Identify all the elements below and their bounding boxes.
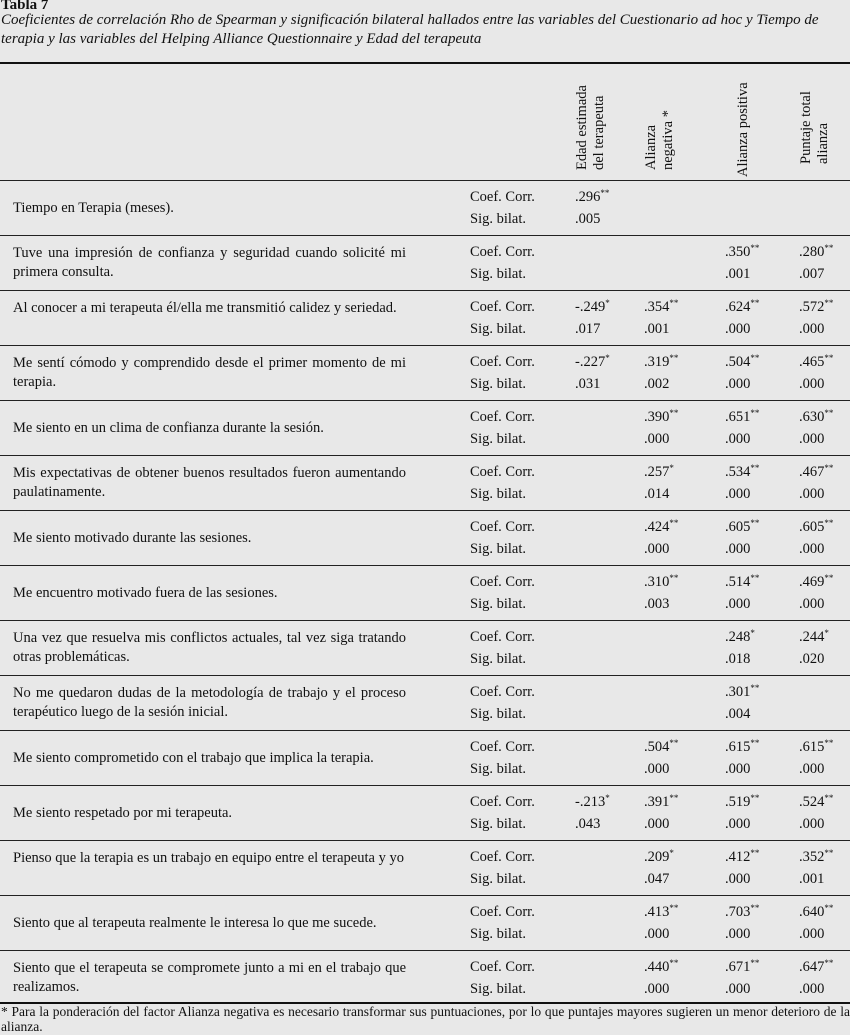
coef-label: Coef. Corr. <box>470 299 535 315</box>
sig-value: .000 <box>799 486 825 502</box>
significance-marker: ** <box>750 243 760 253</box>
coef-label: Coef. Corr. <box>470 739 535 755</box>
sig-value: .031 <box>575 376 601 392</box>
sig-value: .047 <box>644 871 670 887</box>
sig-value: .000 <box>725 541 751 557</box>
sig-value: .000 <box>644 761 670 777</box>
row-item-text: Me siento respetado por mi terapeuta. <box>13 805 233 821</box>
coef-value: .519** <box>725 793 760 810</box>
row-item-text: Me siento motivado durante las sesiones. <box>13 530 252 546</box>
sig-value: .000 <box>799 926 825 942</box>
significance-marker: ** <box>669 298 679 308</box>
sig-value: .017 <box>575 321 601 337</box>
significance-marker: ** <box>750 353 760 363</box>
coef-value: .390** <box>644 408 679 425</box>
significance-marker: ** <box>669 353 679 363</box>
coef-value: .504** <box>644 738 679 755</box>
row-item-text: Tiempo en Terapia (meses). <box>13 200 174 216</box>
coef-value: .301** <box>725 683 760 700</box>
column-header <box>574 70 608 170</box>
row-item-text: Al conocer a mi terapeuta él/ella me transmitió calidez y seriedad. <box>13 300 397 316</box>
coef-value: .572** <box>799 298 834 315</box>
sig-value: .000 <box>725 871 751 887</box>
significance-marker: ** <box>750 958 760 968</box>
significance-marker: ** <box>750 463 760 473</box>
sig-value: .001 <box>725 266 751 282</box>
significance-marker: ** <box>669 573 679 583</box>
row-item-text: Mis expectativas de obtener buenos resultados fueron aumentando paulatinamente. <box>13 465 406 500</box>
coef-value: .248* <box>725 628 755 645</box>
coef-label: Coef. Corr. <box>470 904 535 920</box>
sig-value: .000 <box>799 431 825 447</box>
top-rule <box>0 62 850 64</box>
column-header-line: alianza <box>815 122 831 164</box>
sig-label: Sig. bilat. <box>470 266 526 282</box>
coef-value: .465** <box>799 353 834 370</box>
coef-value: .257* <box>644 463 674 480</box>
column-header <box>643 90 677 170</box>
coef-label: Coef. Corr. <box>470 574 535 590</box>
table-row <box>0 291 850 346</box>
row-item-text: Siento que el terapeuta se compromete junto a mi en el trabajo que realizamos. <box>13 960 406 995</box>
sig-label: Sig. bilat. <box>470 321 526 337</box>
sig-value: .000 <box>725 761 751 777</box>
coef-value: .640** <box>799 903 834 920</box>
significance-marker: * <box>824 628 829 638</box>
significance-marker: * <box>605 298 610 308</box>
column-header <box>798 84 832 164</box>
sig-value: .014 <box>644 486 670 502</box>
significance-marker: * <box>605 793 610 803</box>
significance-marker: ** <box>824 958 834 968</box>
coef-value: .624** <box>725 298 760 315</box>
significance-marker: ** <box>824 573 834 583</box>
significance-marker: ** <box>750 793 760 803</box>
significance-marker: ** <box>750 518 760 528</box>
sig-value: .000 <box>725 431 751 447</box>
sig-value: .020 <box>799 651 825 667</box>
coef-value: .504** <box>725 353 760 370</box>
table-row <box>0 566 850 621</box>
coef-value: -.249* <box>575 298 610 315</box>
coef-label: Coef. Corr. <box>470 794 535 810</box>
significance-marker: ** <box>669 903 679 913</box>
sig-label: Sig. bilat. <box>470 541 526 557</box>
sig-value: .000 <box>644 541 670 557</box>
column-header-line: negativa * <box>660 110 676 170</box>
coef-value: .350** <box>725 243 760 260</box>
coef-value: .651** <box>725 408 760 425</box>
significance-marker: ** <box>669 408 679 418</box>
sig-label: Sig. bilat. <box>470 761 526 777</box>
sig-value: .018 <box>725 651 751 667</box>
sig-value: .000 <box>725 486 751 502</box>
significance-marker: ** <box>824 793 834 803</box>
coef-value: .209* <box>644 848 674 865</box>
sig-value: .000 <box>725 981 751 997</box>
table-row <box>0 346 850 401</box>
coef-value: .703** <box>725 903 760 920</box>
coef-label: Coef. Corr. <box>470 519 535 535</box>
significance-marker: ** <box>824 903 834 913</box>
table-row <box>0 456 850 511</box>
table-row <box>0 181 850 236</box>
coef-value: .647** <box>799 958 834 975</box>
column-header-line: Alianza positiva <box>735 82 751 177</box>
sig-label: Sig. bilat. <box>470 926 526 942</box>
coef-value: .352** <box>799 848 834 865</box>
significance-marker: ** <box>750 683 760 693</box>
coef-value: .605** <box>725 518 760 535</box>
coef-value: .630** <box>799 408 834 425</box>
table-footnote: * Para la ponderación del factor Alianza negativa es necesario transformar sus puntuaciones, por lo que puntajes mayores sugieren un menor deterioro de la alianza. <box>1 1004 850 1034</box>
sig-value: .007 <box>799 266 825 282</box>
column-header <box>735 72 752 177</box>
sig-value: .000 <box>644 926 670 942</box>
coef-value: .413** <box>644 903 679 920</box>
row-item-text: Pienso que la terapia es un trabajo en equipo entre el terapeuta y yo <box>13 850 404 866</box>
sig-value: .002 <box>644 376 670 392</box>
sig-value: .000 <box>799 761 825 777</box>
significance-marker: ** <box>750 573 760 583</box>
coef-value: .280** <box>799 243 834 260</box>
coef-label: Coef. Corr. <box>470 629 535 645</box>
sig-label: Sig. bilat. <box>470 706 526 722</box>
significance-marker: * <box>750 628 755 638</box>
sig-value: .000 <box>644 981 670 997</box>
sig-value: .000 <box>644 816 670 832</box>
significance-marker: ** <box>750 903 760 913</box>
significance-marker: * <box>669 463 674 473</box>
sig-value: .005 <box>575 211 601 227</box>
significance-marker: ** <box>824 738 834 748</box>
table-row <box>0 236 850 291</box>
coef-label: Coef. Corr. <box>470 959 535 975</box>
sig-value: .000 <box>799 596 825 612</box>
table-row <box>0 621 850 676</box>
coef-label: Coef. Corr. <box>470 409 535 425</box>
coef-value: -.227* <box>575 353 610 370</box>
significance-marker: ** <box>824 353 834 363</box>
table-row <box>0 951 850 1006</box>
coef-label: Coef. Corr. <box>470 354 535 370</box>
sig-value: .000 <box>799 376 825 392</box>
sig-value: .000 <box>725 596 751 612</box>
sig-value: .000 <box>799 321 825 337</box>
significance-marker: ** <box>750 738 760 748</box>
coef-value: .615** <box>725 738 760 755</box>
coef-label: Coef. Corr. <box>470 244 535 260</box>
significance-marker: ** <box>669 518 679 528</box>
sig-label: Sig. bilat. <box>470 376 526 392</box>
coef-value: -.213* <box>575 793 610 810</box>
significance-marker: ** <box>824 848 834 858</box>
row-item-text: Me sentí cómodo y comprendido desde el primer momento de mi terapia. <box>13 355 406 390</box>
coef-value: .534** <box>725 463 760 480</box>
significance-marker: ** <box>669 958 679 968</box>
sig-label: Sig. bilat. <box>470 431 526 447</box>
sig-value: .001 <box>799 871 825 887</box>
coef-value: .310** <box>644 573 679 590</box>
coef-value: .467** <box>799 463 834 480</box>
significance-marker: * <box>669 848 674 858</box>
table-row <box>0 676 850 731</box>
coef-value: .412** <box>725 848 760 865</box>
coef-label: Coef. Corr. <box>470 189 535 205</box>
table-row <box>0 841 850 896</box>
significance-marker: ** <box>600 188 610 198</box>
coef-value: .296** <box>575 188 610 205</box>
significance-marker: ** <box>824 408 834 418</box>
sig-value: .043 <box>575 816 601 832</box>
significance-marker: ** <box>669 738 679 748</box>
significance-marker: ** <box>824 298 834 308</box>
significance-marker: ** <box>824 243 834 253</box>
significance-marker: ** <box>750 408 760 418</box>
sig-value: .000 <box>725 926 751 942</box>
row-item-text: Me siento comprometido con el trabajo que implica la terapia. <box>13 750 374 766</box>
row-item-text: Una vez que resuelva mis conflictos actuales, tal vez siga tratando otras problemáticas. <box>13 630 406 665</box>
column-header-line: Puntaje total <box>798 91 814 164</box>
significance-marker: ** <box>824 518 834 528</box>
row-item-text: Tuve una impresión de confianza y seguridad cuando solicité mi primera consulta. <box>13 245 406 280</box>
coef-value: .469** <box>799 573 834 590</box>
table-row <box>0 896 850 951</box>
table-caption: Coeficientes de correlación Rho de Spearman y significación bilateral hallados entre las variables del Cuestionario ad hoc y Tiempo de terapia y las variables del Helping Alliance Questionnaire y Edad del terapeuta <box>1 12 819 47</box>
sig-label: Sig. bilat. <box>470 211 526 227</box>
sig-value: .000 <box>644 431 670 447</box>
sig-value: .000 <box>799 541 825 557</box>
coef-value: .605** <box>799 518 834 535</box>
coef-value: .524** <box>799 793 834 810</box>
coef-value: .671** <box>725 958 760 975</box>
coef-label: Coef. Corr. <box>470 464 535 480</box>
coef-value: .514** <box>725 573 760 590</box>
row-item-text: Siento que al terapeuta realmente le interesa lo que me sucede. <box>13 915 377 931</box>
sig-value: .000 <box>725 376 751 392</box>
row-item-text: No me quedaron dudas de la metodología de trabajo y el proceso terapéutico luego de la sesión inicial. <box>13 685 406 720</box>
significance-marker: * <box>605 353 610 363</box>
sig-value: .000 <box>725 816 751 832</box>
sig-value: .000 <box>799 981 825 997</box>
coef-label: Coef. Corr. <box>470 684 535 700</box>
sig-label: Sig. bilat. <box>470 651 526 667</box>
sig-label: Sig. bilat. <box>470 816 526 832</box>
coef-value: .440** <box>644 958 679 975</box>
coef-value: .354** <box>644 298 679 315</box>
significance-marker: ** <box>750 848 760 858</box>
significance-marker: ** <box>824 463 834 473</box>
table-row <box>0 511 850 566</box>
column-header-line: del terapeuta <box>591 95 607 170</box>
row-item-text: Me encuentro motivado fuera de las sesiones. <box>13 585 278 601</box>
table-row <box>0 401 850 456</box>
table-label: Tabla 7 <box>1 0 49 13</box>
sig-value: .000 <box>725 321 751 337</box>
column-header-line: Edad estimada <box>574 85 590 170</box>
sig-value: .004 <box>725 706 751 722</box>
sig-value: .000 <box>799 816 825 832</box>
coef-value: .244* <box>799 628 829 645</box>
significance-marker: ** <box>669 793 679 803</box>
table-row <box>0 731 850 786</box>
sig-label: Sig. bilat. <box>470 486 526 502</box>
coef-value: .424** <box>644 518 679 535</box>
table-row <box>0 786 850 841</box>
significance-marker: ** <box>750 298 760 308</box>
column-header-line: Alianza <box>643 124 659 170</box>
sig-label: Sig. bilat. <box>470 981 526 997</box>
coef-value: .319** <box>644 353 679 370</box>
coef-value: .391** <box>644 793 679 810</box>
sig-label: Sig. bilat. <box>470 871 526 887</box>
row-item-text: Me siento en un clima de confianza durante la sesión. <box>13 420 324 436</box>
sig-value: .001 <box>644 321 670 337</box>
sig-value: .003 <box>644 596 670 612</box>
coef-value: .615** <box>799 738 834 755</box>
coef-label: Coef. Corr. <box>470 849 535 865</box>
sig-label: Sig. bilat. <box>470 596 526 612</box>
